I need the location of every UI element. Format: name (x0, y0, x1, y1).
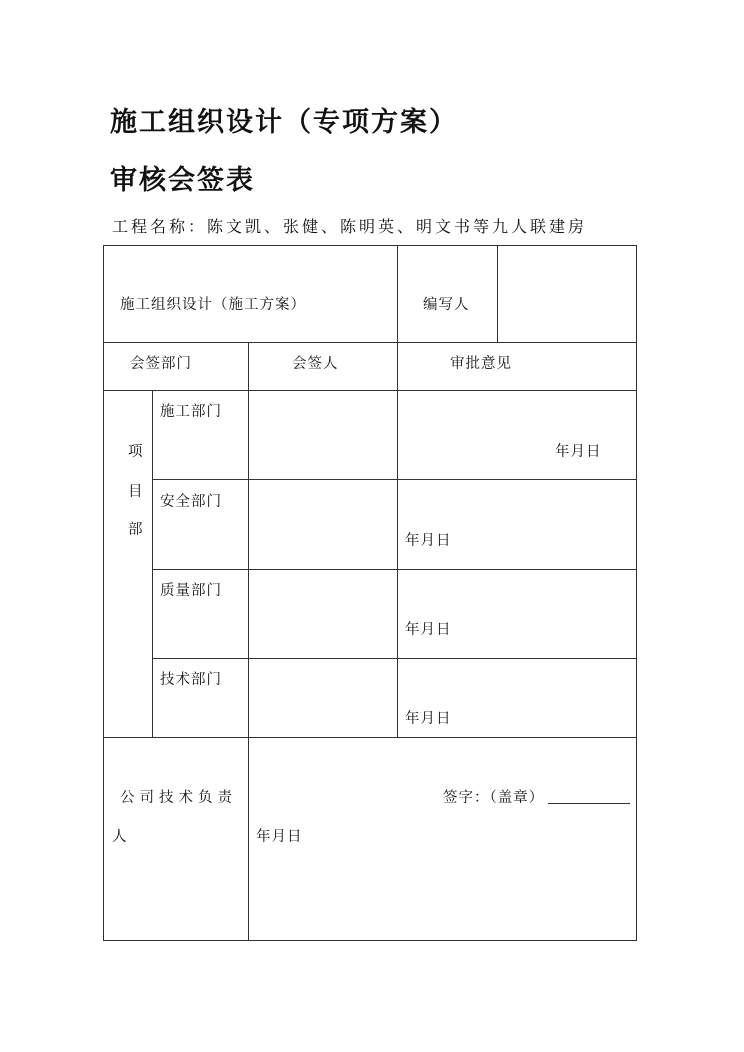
group-label-char: 项 (128, 444, 144, 460)
dept-quality-date: 年月日 (405, 622, 452, 638)
group-label-char: 部 (128, 522, 144, 538)
company-label-cont: 人 (112, 829, 128, 845)
header-opinion: 审批意见 (450, 356, 512, 372)
dept-quality: 质量部门 (160, 583, 222, 599)
dept-safety-date: 年月日 (405, 533, 452, 549)
title-line-2: 审核会签表 (110, 165, 255, 196)
company-label: 公司技术负责 (120, 790, 237, 806)
header-signer: 会签人 (292, 356, 339, 372)
design-label: 施工组织设计（施工方案） (120, 297, 306, 313)
company-date: 年月日 (256, 829, 303, 845)
dept-technical: 技术部门 (160, 672, 222, 688)
group-label-char: 目 (128, 484, 144, 500)
writer-label: 编写人 (423, 297, 470, 313)
title-line-1: 施工组织设计（专项方案） (110, 107, 458, 138)
dept-construction-date: 年月日 (555, 444, 602, 460)
dept-technical-date: 年月日 (405, 711, 452, 727)
project-name: 工程名称：陈文凯、张健、陈明英、明文书等九人联建房 (112, 217, 588, 236)
signature-line[interactable] (548, 803, 630, 804)
dept-construction: 施工部门 (160, 404, 222, 420)
header-department: 会签部门 (130, 356, 192, 372)
dept-safety: 安全部门 (160, 494, 222, 510)
signature-label: 签字：（盖章） (443, 790, 545, 806)
